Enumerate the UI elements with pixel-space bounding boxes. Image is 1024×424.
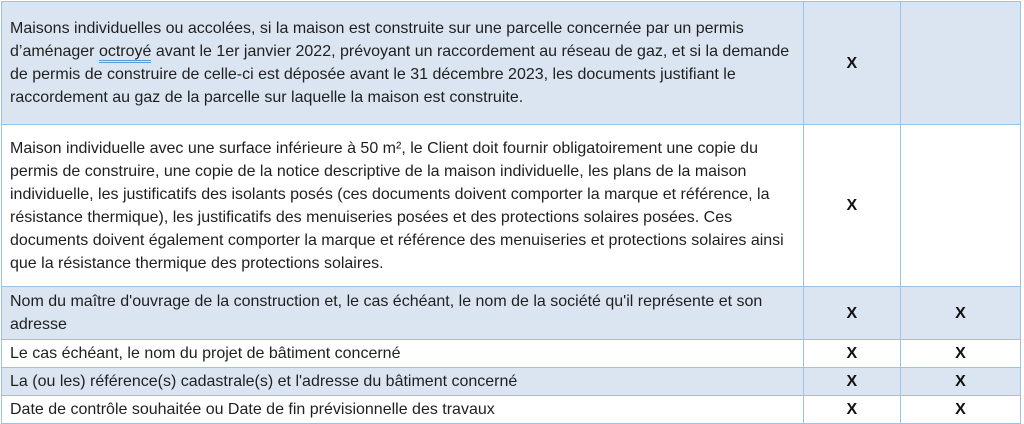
requirement-text: La (ou les) référence(s) cadastrale(s) et l'adresse du bâtiment concerné — [10, 373, 518, 390]
requirement-cell — [2, 2, 804, 125]
mark-cell-col2: X — [803, 125, 900, 287]
requirement-text: Maisons individuelles ou accolées, si la maison est construite sur une parcelle concernée par un permis d’aménager — [10, 20, 744, 60]
mark-cell-col2: X — [803, 287, 900, 340]
mark-cell-col3: X — [900, 340, 1020, 368]
requirement-text: avant le 1er janvier 2022, prévoyant un raccordement au réseau de gaz, et si la demande de permis de construire de celle-ci est déposée avant le 31 décembre 2023, les documents justifiant le raccordement au gaz de la parcelle sur laquelle la maison est construite. — [10, 43, 790, 106]
table-row — [2, 396, 1021, 424]
requirements-table — [1, 1, 1021, 424]
mark-cell-col3: X — [900, 287, 1020, 340]
mark-cell-col2: X — [803, 368, 900, 396]
underlined-word: octroyé — [99, 43, 151, 63]
table-row — [2, 368, 1021, 396]
requirement-text: Maison individuelle avec une surface inférieure à 50 m², le Client doit fournir obligatoirement une copie du permis de construire, une copie de la notice descriptive de la maison individuelle, les plans de la maison individuelle, les justificatifs des isolants posés (ces documents doivent comporter la marque et référence, la résistance thermique), les justificatifs des menuiseries posées et des protections solaires posées. Ces documents doivent également comporter la marque et référence des menuiseries et protections solaires ainsi que la résistance thermique des protections solaires. — [10, 139, 784, 272]
requirement-cell — [2, 340, 804, 368]
table-row — [2, 125, 1021, 287]
requirement-cell — [2, 396, 804, 424]
table-row — [2, 287, 1021, 340]
table-row — [2, 340, 1021, 368]
mark-cell-col3: X — [900, 396, 1020, 424]
document-page — [1, 1, 1022, 424]
mark-cell-col2: X — [803, 340, 900, 368]
requirement-cell — [2, 368, 804, 396]
mark-cell-col2: X — [803, 2, 900, 125]
requirement-text: Le cas échéant, le nom du projet de bâtiment concerné — [10, 345, 401, 362]
table-row — [2, 2, 1021, 125]
requirement-cell — [2, 287, 804, 340]
mark-cell-col3 — [900, 2, 1020, 125]
requirement-cell — [2, 125, 804, 287]
requirement-text: Nom du maître d'ouvrage de la construction et, le cas échéant, le nom de la société qu'il représente et son adresse — [10, 293, 763, 333]
mark-cell-col2: X — [803, 396, 900, 424]
requirement-text: Date de contrôle souhaitée ou Date de fin prévisionnelle des travaux — [10, 401, 495, 418]
mark-cell-col3: X — [900, 368, 1020, 396]
mark-cell-col3 — [900, 125, 1020, 287]
